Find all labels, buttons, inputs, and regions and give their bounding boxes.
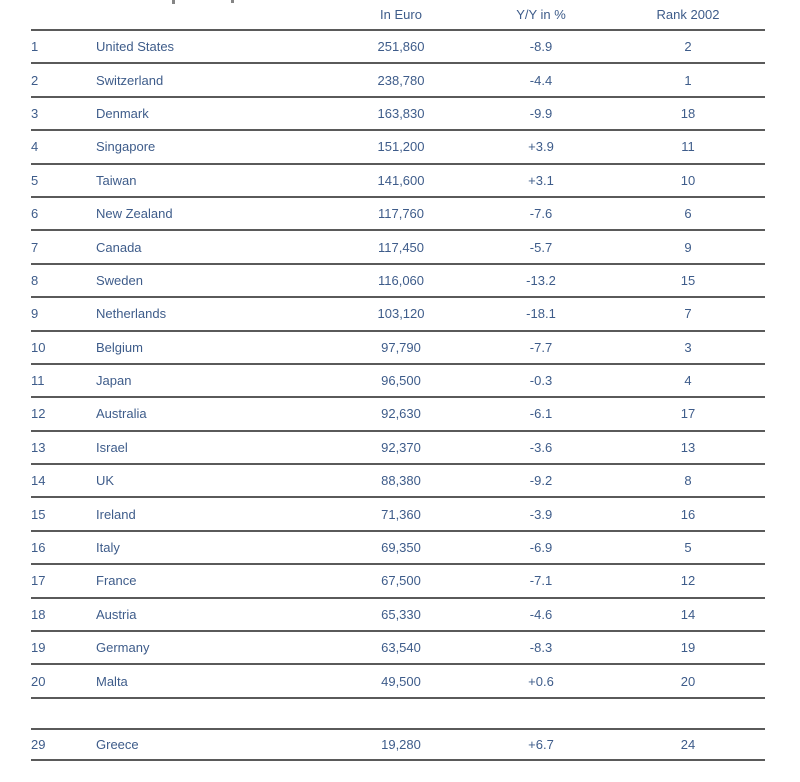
rank-cell: 14 [31, 464, 96, 497]
country-cell: Belgium [96, 331, 331, 364]
country-cell: Malta [96, 664, 331, 697]
table-row [31, 97, 765, 130]
rank2002-cell: 4 [611, 364, 765, 397]
country-cell: Australia [96, 397, 331, 430]
empty-cell [471, 698, 611, 729]
yoy-cell: +3.1 [471, 164, 611, 197]
country-cell: Denmark [96, 97, 331, 130]
table-header [31, 0, 765, 30]
rank2002-cell: 19 [611, 631, 765, 664]
yoy-cell: -6.9 [471, 531, 611, 564]
yoy-cell: -4.4 [471, 63, 611, 96]
country-cell: Ireland [96, 497, 331, 530]
country-cell: Netherlands [96, 297, 331, 330]
spacer-row [31, 698, 765, 729]
table-row [31, 297, 765, 330]
table-row [31, 664, 765, 697]
table-row [31, 431, 765, 464]
table-row [31, 197, 765, 230]
table-row [31, 729, 765, 760]
euro-cell: 92,630 [331, 397, 471, 430]
rank-cell: 6 [31, 197, 96, 230]
country-cell: UK [96, 464, 331, 497]
table-row [31, 531, 765, 564]
rank2002-cell: 13 [611, 431, 765, 464]
rank-cell: 29 [31, 729, 96, 760]
table-row [31, 598, 765, 631]
table-row [31, 331, 765, 364]
header-yoy-percent: Y/Y in % [471, 0, 611, 30]
yoy-cell: -6.1 [471, 397, 611, 430]
rank-cell: 4 [31, 130, 96, 163]
table-row [31, 631, 765, 664]
table-row [31, 497, 765, 530]
rank-cell: 9 [31, 297, 96, 330]
euro-cell: 97,790 [331, 331, 471, 364]
yoy-cell: -3.6 [471, 431, 611, 464]
euro-cell: 63,540 [331, 631, 471, 664]
country-cell: Germany [96, 631, 331, 664]
rank2002-cell: 3 [611, 331, 765, 364]
rank-cell: 13 [31, 431, 96, 464]
header-rank [31, 0, 96, 30]
yoy-cell: +0.6 [471, 664, 611, 697]
euro-cell: 92,370 [331, 431, 471, 464]
euro-cell: 116,060 [331, 264, 471, 297]
table-row [31, 164, 765, 197]
euro-cell: 65,330 [331, 598, 471, 631]
yoy-cell: -0.3 [471, 364, 611, 397]
empty-cell [331, 698, 471, 729]
table-row [31, 63, 765, 96]
rank2002-cell: 11 [611, 130, 765, 163]
euro-cell: 141,600 [331, 164, 471, 197]
euro-cell: 67,500 [331, 564, 471, 597]
rank2002-cell: 1 [611, 63, 765, 96]
rank2002-cell: 14 [611, 598, 765, 631]
euro-cell: 117,450 [331, 230, 471, 263]
rank2002-cell: 5 [611, 531, 765, 564]
rank2002-cell: 6 [611, 197, 765, 230]
header-country [96, 0, 331, 30]
yoy-cell: -8.9 [471, 30, 611, 63]
country-cell: Switzerland [96, 63, 331, 96]
euro-cell: 238,780 [331, 63, 471, 96]
empty-cell [31, 698, 96, 729]
rank-cell: 11 [31, 364, 96, 397]
country-cell: Taiwan [96, 164, 331, 197]
country-cell: Singapore [96, 130, 331, 163]
rank-cell: 1 [31, 30, 96, 63]
empty-cell [611, 698, 765, 729]
rank-cell: 15 [31, 497, 96, 530]
rank-cell: 5 [31, 164, 96, 197]
rank2002-cell: 10 [611, 164, 765, 197]
rank-cell: 20 [31, 664, 96, 697]
yoy-cell: -3.9 [471, 497, 611, 530]
rank-cell: 2 [31, 63, 96, 96]
header-rank-2002: Rank 2002 [611, 0, 765, 30]
yoy-cell: -9.2 [471, 464, 611, 497]
country-cell: Greece [96, 729, 331, 760]
rank-cell: 12 [31, 397, 96, 430]
euro-cell: 151,200 [331, 130, 471, 163]
country-cell: United States [96, 30, 331, 63]
euro-cell: 88,380 [331, 464, 471, 497]
rank2002-cell: 7 [611, 297, 765, 330]
yoy-cell: -7.7 [471, 331, 611, 364]
empty-cell [96, 698, 331, 729]
header-in-euro: In Euro [331, 0, 471, 30]
yoy-cell: -13.2 [471, 264, 611, 297]
country-cell: New Zealand [96, 197, 331, 230]
euro-cell: 251,860 [331, 30, 471, 63]
rank2002-cell: 16 [611, 497, 765, 530]
rank2002-cell: 15 [611, 264, 765, 297]
yoy-cell: -4.6 [471, 598, 611, 631]
country-cell: Japan [96, 364, 331, 397]
euro-cell: 163,830 [331, 97, 471, 130]
yoy-cell: -7.1 [471, 564, 611, 597]
rank-cell: 7 [31, 230, 96, 263]
table-row [31, 230, 765, 263]
yoy-cell: +6.7 [471, 729, 611, 760]
euro-cell: 71,360 [331, 497, 471, 530]
country-cell: France [96, 564, 331, 597]
header-row [31, 0, 765, 30]
table-row [31, 130, 765, 163]
rank2002-cell: 17 [611, 397, 765, 430]
euro-cell: 96,500 [331, 364, 471, 397]
table-row [31, 364, 765, 397]
country-cell: Israel [96, 431, 331, 464]
euro-cell: 103,120 [331, 297, 471, 330]
rank2002-cell: 2 [611, 30, 765, 63]
rank2002-cell: 9 [611, 230, 765, 263]
country-ranking-table [31, 0, 765, 761]
rank-cell: 17 [31, 564, 96, 597]
rank2002-cell: 18 [611, 97, 765, 130]
rank-cell: 19 [31, 631, 96, 664]
country-cell: Italy [96, 531, 331, 564]
country-cell: Austria [96, 598, 331, 631]
table-row [31, 264, 765, 297]
rank2002-cell: 20 [611, 664, 765, 697]
rank-cell: 10 [31, 331, 96, 364]
rank2002-cell: 12 [611, 564, 765, 597]
euro-cell: 69,350 [331, 531, 471, 564]
yoy-cell: +3.9 [471, 130, 611, 163]
yoy-cell: -18.1 [471, 297, 611, 330]
table-row [31, 564, 765, 597]
country-cell: Sweden [96, 264, 331, 297]
yoy-cell: -5.7 [471, 230, 611, 263]
rank-cell: 18 [31, 598, 96, 631]
rank2002-cell: 8 [611, 464, 765, 497]
rank-cell: 3 [31, 97, 96, 130]
rank2002-cell: 24 [611, 729, 765, 760]
euro-cell: 19,280 [331, 729, 471, 760]
yoy-cell: -7.6 [471, 197, 611, 230]
rank-cell: 8 [31, 264, 96, 297]
euro-cell: 49,500 [331, 664, 471, 697]
yoy-cell: -8.3 [471, 631, 611, 664]
euro-cell: 117,760 [331, 197, 471, 230]
yoy-cell: -9.9 [471, 97, 611, 130]
table-row [31, 397, 765, 430]
rank-cell: 16 [31, 531, 96, 564]
table-row [31, 30, 765, 63]
table-row [31, 464, 765, 497]
country-cell: Canada [96, 230, 331, 263]
